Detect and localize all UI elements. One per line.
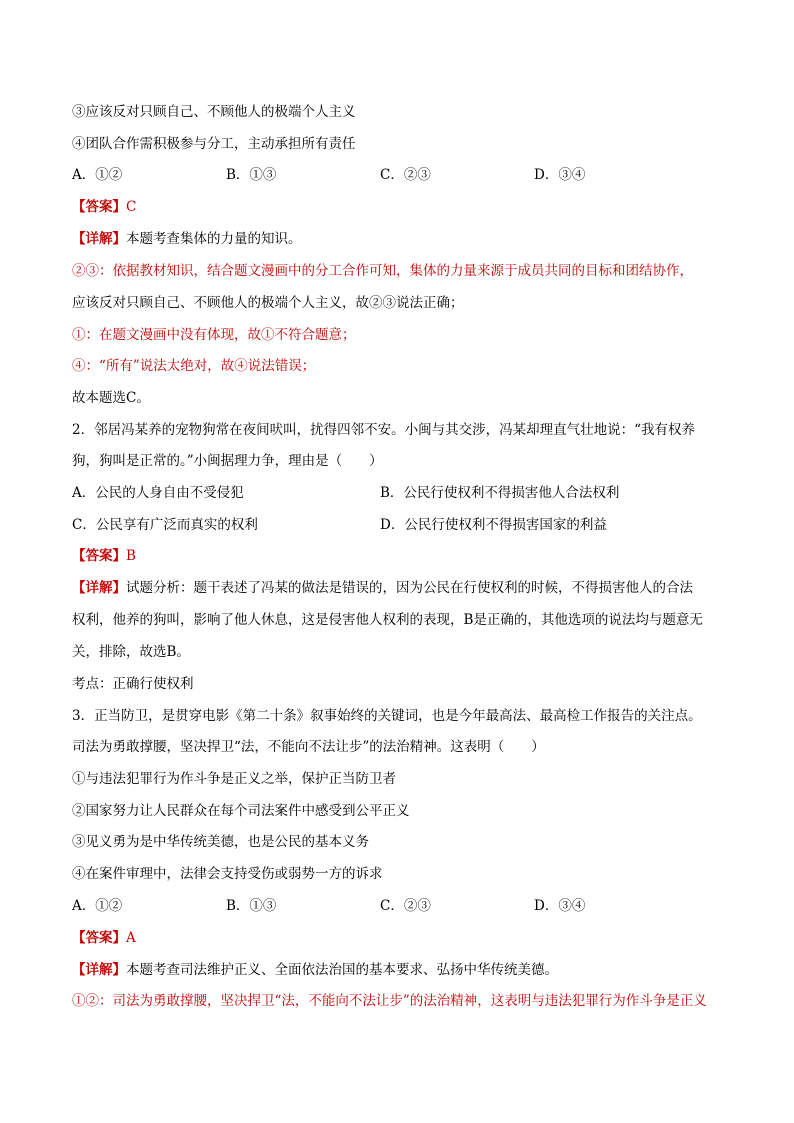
answer-value: B [126, 548, 136, 564]
detail-text: 试题分析：题干表述了冯某的做法是错误的，因为公民在行使权利的时候，不得损害他人的合法 [126, 580, 693, 596]
q2-detail-line-2: 权利，他养的狗叫，影响了他人休息，这是侵害他人权利的表现，B是正确的，其他选项的说法均与题意无 [72, 612, 703, 628]
q2-detail-line-1 [72, 579, 693, 597]
q1-conclusion: 故本题选C。 [72, 390, 150, 406]
q3-option-a: A．①② [72, 898, 123, 914]
q2-stem-line-2: 狗，狗叫是正常的。”小闽据理力争，理由是（ ） [72, 453, 383, 469]
q1-option-a: A．①② [72, 167, 123, 183]
q2-detail-line-3: 关，排除，故选B。 [72, 644, 190, 660]
q3-detail [72, 961, 558, 979]
detail-text: 本题考查司法维护正义、全面依法治国的基本要求、弘扬中华传统美德。 [126, 962, 558, 978]
q3-item-3: ③见义勇为是中华传统美德，也是公民的基本义务 [72, 834, 369, 850]
q3-explanation-line-1: ①②：司法为勇敢撑腰，坚决捍卫“法，不能向不法让步”的法治精神，这表明与违法犯罪行为作斗争是正义 [72, 993, 707, 1009]
q2-option-c: C．公民享有广泛而真实的权利 [72, 517, 258, 533]
q3-item-4: ④在案件审理中，法律会支持受伤或弱势一方的诉求 [72, 866, 383, 882]
q1-explanation-2: ①：在题文漫画中没有体现，故①不符合题意； [72, 327, 356, 343]
q2-option-b: B．公民行使权利不得损害他人合法权利 [380, 485, 620, 501]
answer-tag: 【答案】 [72, 930, 126, 946]
q2-option-a: A．公民的人身自由不受侵犯 [72, 485, 244, 501]
q1-option-c: C．②③ [380, 167, 431, 183]
q1-item-4: ④团队合作需积极参与分工，主动承担所有责任 [72, 136, 356, 152]
q3-option-c: C．②③ [380, 898, 431, 914]
q1-item-3: ③应该反对只顾自己、不顾他人的极端个人主义 [72, 104, 356, 120]
detail-tag: 【详解】 [72, 231, 126, 247]
q1-explanation-3: ④：“所有”说法太绝对，故④说法错误； [72, 358, 316, 374]
detail-tag: 【详解】 [72, 580, 126, 596]
q3-item-2: ②国家努力让人民群众在每个司法案件中感受到公平正义 [72, 803, 410, 819]
answer-value: C [126, 199, 137, 215]
q3-option-b: B．①③ [226, 898, 277, 914]
q1-detail [72, 230, 302, 248]
q2-stem-line-1: 2．邻居冯某养的宠物狗常在夜间吠叫，扰得四邻不安。小闽与其交涉，冯某却理直气壮地说：“我有权养 [72, 422, 695, 438]
answer-tag: 【答案】 [72, 548, 126, 564]
q3-answer [72, 929, 136, 947]
q1-explanation-line-1: ②③：依据教材知识，结合题文漫画中的分工合作可知，集体的力量来源于成员共同的目标和团结协作， [72, 263, 693, 279]
q3-item-1: ①与违法犯罪行为作斗争是正义之举，保护正当防卫者 [72, 771, 396, 787]
answer-tag: 【答案】 [72, 199, 126, 215]
answer-value: A [126, 930, 136, 946]
q2-answer [72, 547, 136, 565]
q3-stem-line-1: 3．正当防卫，是贯穿电影《第二十条》叙事始终的关键词，也是今年最高法、最高检工作报告的关注点。 [72, 708, 702, 724]
q1-option-b: B．①③ [226, 167, 277, 183]
q1-answer [72, 198, 136, 216]
q3-option-d: D．③④ [534, 898, 586, 914]
q1-explanation-line-2: 应该反对只顾自己、不顾他人的极端个人主义，故②③说法正确； [72, 295, 464, 311]
detail-tag: 【详解】 [72, 962, 126, 978]
q1-option-d: D．③④ [534, 167, 586, 183]
detail-text: 本题考查集体的力量的知识。 [126, 231, 302, 247]
q3-stem-line-2: 司法为勇敢撑腰，坚决捍卫“法，不能向不法让步”的法治精神。这表明（ ） [72, 739, 545, 755]
q2-kaodian: 考点：正确行使权利 [72, 676, 194, 692]
q2-option-d: D．公民行使权利不得损害国家的利益 [380, 517, 607, 533]
